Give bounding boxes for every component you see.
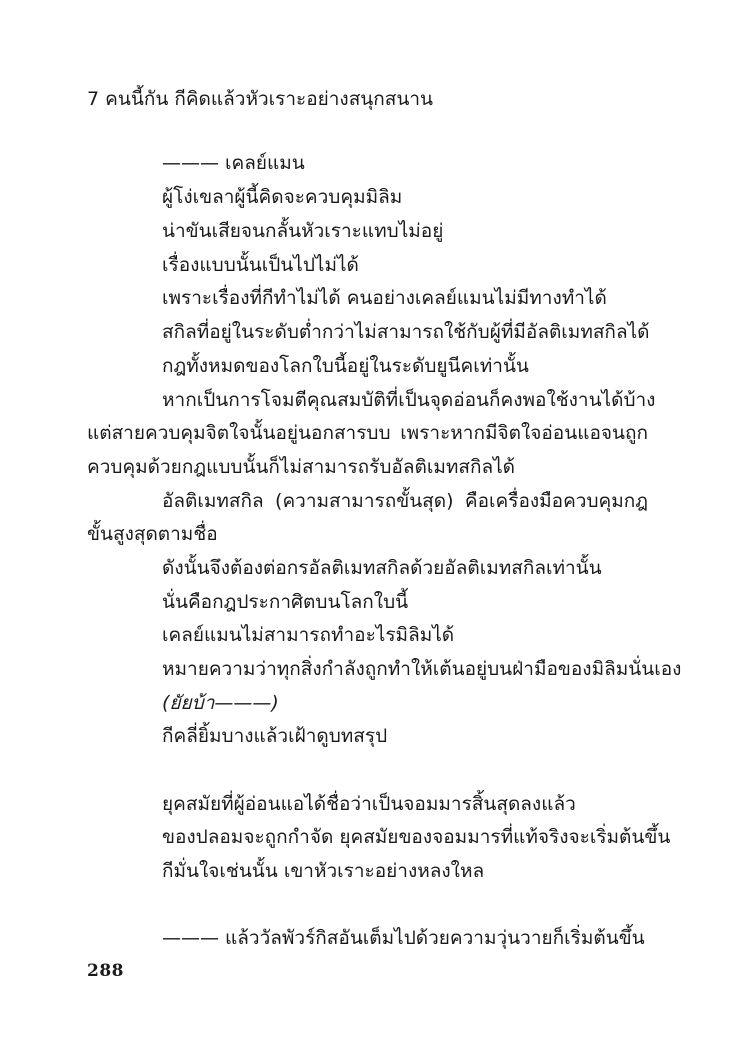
page-number: 288 <box>87 961 124 981</box>
text-line: สกิลที่อยู่ในระดับต่ำกว่าไม่สามารถใช้กับผู้ที่มีอัลติเมทสกิลได้ <box>162 321 650 343</box>
text-line: หมายความว่าทุกสิ่งกำลังถูกทำให้เต้นอยู่บนฝ่ามือของมิลิมนั่นเอง <box>162 658 682 680</box>
text-line: ผู้โง่เขลาผู้นี้คิดจะควบคุมมิลิม <box>162 186 403 208</box>
text-line: ดังนั้นจึงต้องต่อกรอัลติเมทสกิลด้วยอัลติเมทสกิลเท่านั้น <box>162 557 602 579</box>
text-line: อัลติเมทสกิล (ความสามารถขั้นสุด) คือเครื่องมือควบคุมกฎ <box>162 490 648 512</box>
text-line: ของปลอมจะถูกกำจัด ยุคสมัยของจอมมารที่แท้จริงจะเริ่มต้นขึ้น <box>162 826 671 848</box>
text-line: แต่สายควบคุมจิตใจนั้นอยู่นอกสารบบ เพราะหากมีจิตใจอ่อนแอจนถูก <box>87 422 648 444</box>
text-line: กีคลี่ยิ้มบางแล้วเฝ้าดูบทสรุป <box>162 725 388 747</box>
text-line: น่าขันเสียจนกลั้นหัวเราะแทบไม่อยู่ <box>162 220 444 242</box>
text-line: ขั้นสูงสุดตามชื่อ <box>87 523 218 545</box>
text-line: ยุคสมัยที่ผู้อ่อนแอได้ชื่อว่าเป็นจอมมารสิ้นสุดลงแล้ว <box>162 793 576 815</box>
text-line: กฎทั้งหมดของโลกใบนี้อยู่ในระดับยูนีคเท่านั้น <box>162 355 529 377</box>
text-line: กีมั่นใจเช่นนั้น เขาหัวเราะอย่างหลงใหล <box>162 860 485 882</box>
text-line: เรื่องแบบนั้นเป็นไปไม่ได้ <box>162 254 359 276</box>
text-line: ——— เคลย์แมน <box>162 152 305 174</box>
text-line: ควบคุมด้วยกฎแบบนั้นก็ไม่สามารถรับอัลติเมทสกิลได้ <box>87 456 516 478</box>
text-line: ——— แล้ววัลพัวร์กิสอันเต็มไปด้วยความวุ่นวายก็เริ่มต้นขึ้น <box>162 927 645 949</box>
chapter-running-header: 7 คนนี้กัน กีคิดแล้วหัวเราะอย่างสนุกสนาน <box>87 88 434 110</box>
text-line: นั่นคือกฎประกาศิตบนโลกใบนี้ <box>162 591 409 613</box>
text-line: หากเป็นการโจมตีคุณสมบัติที่เป็นจุดอ่อนก็คงพอใช้งานได้บ้าง <box>162 389 656 411</box>
text-line: เพราะเรื่องที่กีทำไม่ได้ คนอย่างเคลย์แมนไม่มีทางทำได้ <box>162 287 607 309</box>
text-line: เคลย์แมนไม่สามารถทำอะไรมิลิมได้ <box>162 624 455 646</box>
inner-thought-line: (ยัยบ้า———) <box>162 692 279 714</box>
